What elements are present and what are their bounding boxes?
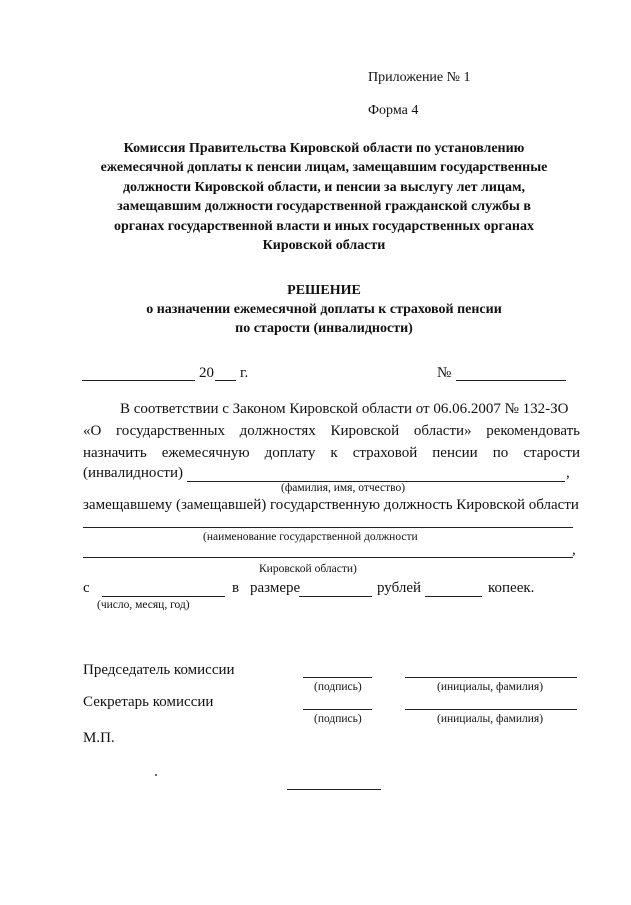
commission-line: должности Кировской области, и пенсии за выслугу лет лицам, (122, 179, 526, 195)
secretary-signature-blank[interactable] (303, 709, 372, 710)
body-line-3: назначить ежемесячную доплату к страховой пенсии по старости (83, 445, 580, 461)
caption-position: (наименование государственной должности (203, 531, 418, 543)
secretary-initials-caption: (инициалы, фамилия) (437, 713, 544, 725)
seal-label: М.П. (83, 730, 115, 746)
chairman-initials-blank[interactable] (405, 677, 577, 678)
in-label: в (232, 580, 240, 596)
appendix-label: Приложение № 1 (368, 70, 471, 85)
secretary-label: Секретарь комиссии (83, 694, 214, 710)
chairman-signature-caption: (подпись) (314, 681, 362, 693)
commission-line: замещавшим должности государственной гражданской службы в (117, 199, 531, 215)
commission-line: Кировской области (262, 238, 386, 254)
body-line-1: В соответствии с Законом Кировской области от 06.06.2007 № 132-ЗО (120, 401, 569, 417)
decision-title: РЕШЕНИЕ (287, 283, 361, 298)
rubles-blank[interactable] (299, 596, 372, 597)
chairman-label: Председатель комиссии (83, 662, 235, 678)
rubles-label: рублей (377, 580, 422, 596)
chairman-signature-blank[interactable] (303, 677, 372, 678)
closing-rule (287, 789, 381, 790)
secretary-signature-caption: (подпись) (314, 713, 362, 725)
caption-region: Кировской области) (259, 563, 357, 575)
decision-subtitle: о назначении ежемесячной доплаты к страховой пенсии (146, 302, 502, 317)
form-label: Форма 4 (368, 103, 419, 118)
secretary-initials-blank[interactable] (405, 709, 577, 710)
body-line-5: замещавшему (замещавшей) государственную должность Кировской области (83, 497, 579, 513)
start-date-blank[interactable] (102, 596, 225, 597)
body-line-2: «О государственных должностях Кировской области» рекомендовать (83, 423, 580, 439)
from-label: с (83, 580, 90, 596)
position-blank-2[interactable] (83, 557, 573, 558)
kopecks-blank[interactable] (425, 596, 482, 597)
kopecks-label: копеек. (488, 580, 535, 596)
caption-date: (число, месяц, год) (97, 599, 190, 611)
body-line-4-label: (инвалидности) (83, 465, 184, 481)
date-day-month-blank[interactable] (82, 380, 195, 381)
comma: , (566, 465, 570, 481)
amount-label: размере (250, 580, 301, 596)
caption-fio: (фамилия, имя, отчество) (281, 482, 406, 494)
year-suffix: г. (240, 365, 249, 381)
year-blank[interactable] (215, 380, 236, 381)
decision-title-block (80, 281, 568, 338)
comma: , (572, 542, 576, 558)
commission-line: органах государственной власти и иных государственных органах (114, 218, 534, 234)
commission-title (80, 139, 568, 255)
decision-number-blank[interactable] (456, 380, 566, 381)
year-prefix: 20 (199, 365, 214, 381)
scan-speck (155, 774, 157, 776)
commission-line: ежемесячной доплаты к пенсии лицам, замещавшим государственные (100, 160, 548, 176)
position-blank-1[interactable] (83, 527, 573, 528)
commission-line: Комиссия Правительства Кировской области по установлению (123, 141, 525, 156)
decision-subtitle: по старости (инвалидности) (235, 321, 413, 336)
number-sign: № (437, 365, 452, 381)
chairman-initials-caption: (инициалы, фамилия) (437, 681, 544, 693)
